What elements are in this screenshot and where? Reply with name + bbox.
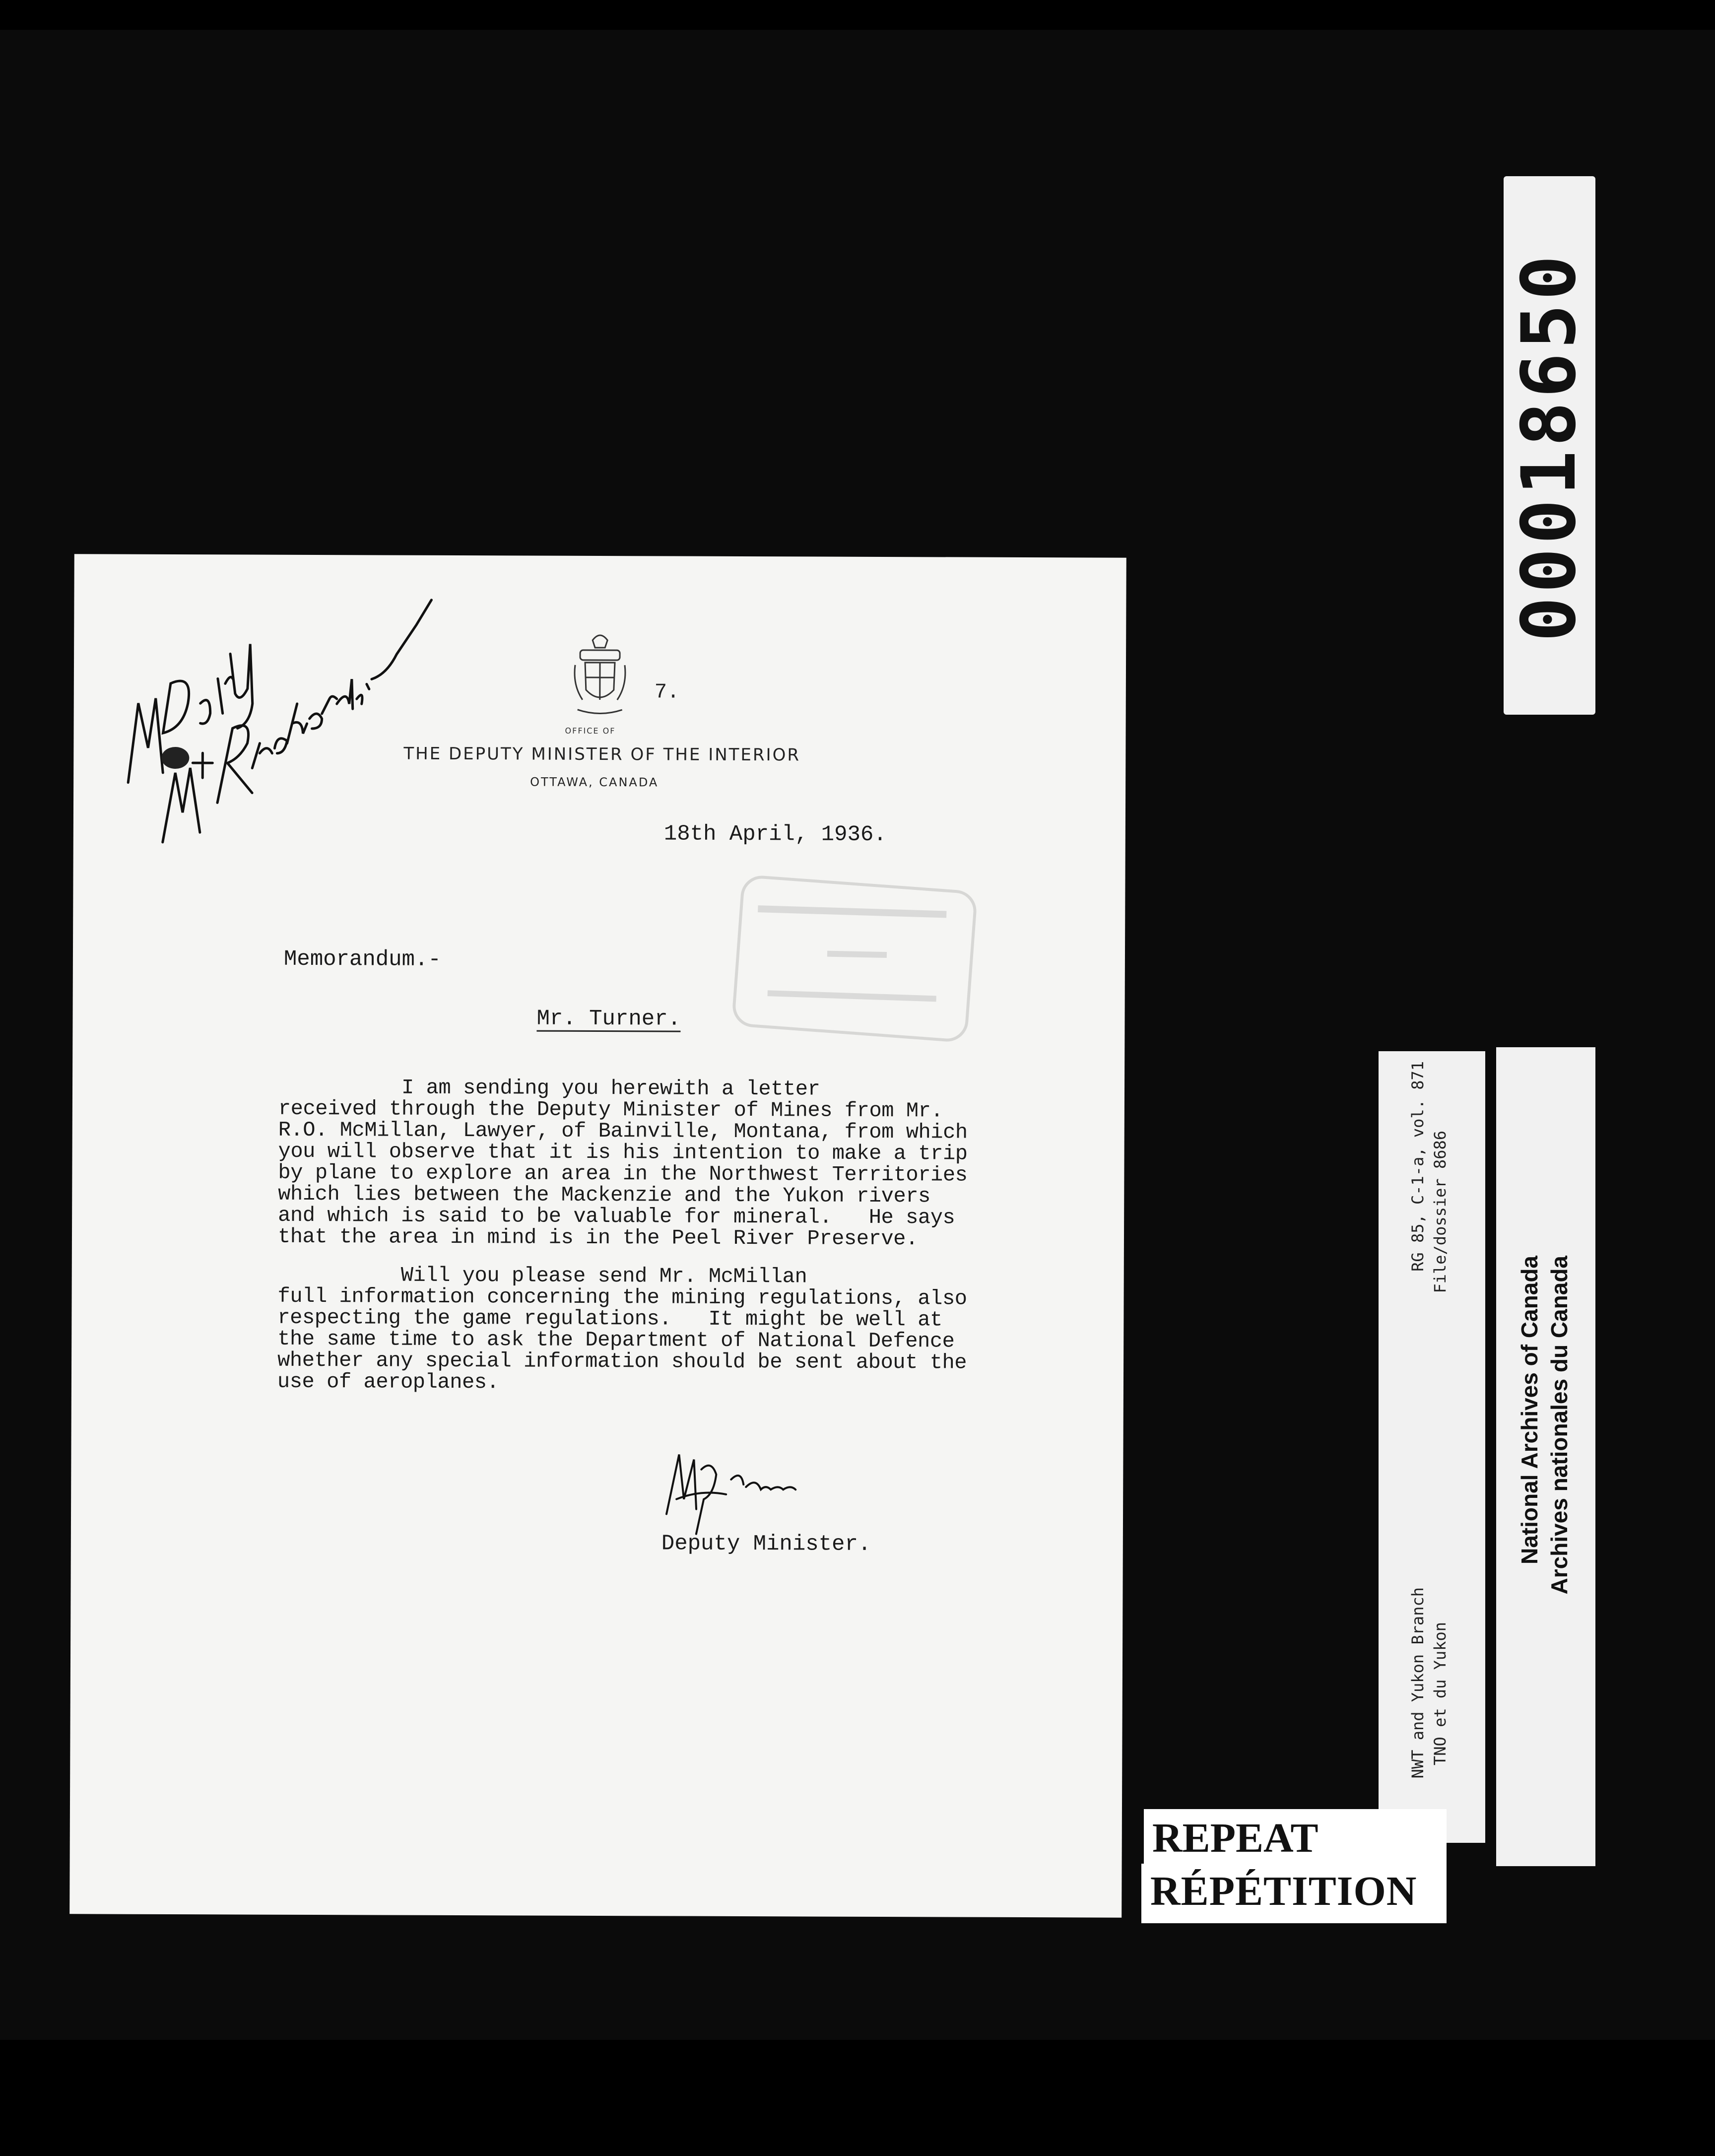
reel-number: 00018650 xyxy=(1506,251,1592,642)
coat-of-arms-icon xyxy=(570,630,630,720)
handwritten-signature xyxy=(657,1439,856,1539)
branch-line-1: NWT and Yukon Branch xyxy=(1408,1587,1427,1779)
branch-line-2: TNO et du Yukon xyxy=(1431,1622,1450,1765)
archive-reference-strip xyxy=(1379,1051,1485,1843)
body-paragraph-2: Will you please send Mr. McMillan full information concerning the mining regulations, also respecting the game regulations. It might be well at the same time to ask the Department of National Defence whether any special information should be sent about the use of aeroplanes. xyxy=(277,1263,967,1395)
archive-name-fr: Archives nationales du Canada xyxy=(1546,1256,1572,1595)
film-top-border xyxy=(0,0,1715,30)
faded-received-stamp xyxy=(727,874,986,1044)
rg-reference-line-2: File/dossier 8686 xyxy=(1431,1131,1450,1293)
department-city: OTTAWA, CANADA xyxy=(530,775,659,790)
reel-number-strip xyxy=(1504,176,1595,715)
letter-sheet xyxy=(69,554,1126,1917)
rg-reference-line-1: RG 85, C-1-a, vol. 871 xyxy=(1408,1061,1427,1272)
archive-name-strip xyxy=(1496,1047,1595,1866)
handwritten-annotation xyxy=(88,554,457,873)
office-of-label: OFFICE OF xyxy=(565,726,616,736)
crest-suffix-mark: 7. xyxy=(654,680,680,704)
letter-date: 18th April, 1936. xyxy=(663,821,887,848)
archive-name-en: National Archives of Canada xyxy=(1517,1256,1542,1565)
repeat-label-fr: RÉPÉTITION xyxy=(1150,1868,1417,1914)
memorandum-label: Memorandum.- xyxy=(283,946,441,972)
film-bottom-border xyxy=(0,2040,1715,2156)
signatory-title: Deputy Minister. xyxy=(661,1531,871,1557)
repeat-label-en: REPEAT xyxy=(1152,1815,1319,1861)
department-name: THE DEPUTY MINISTER OF THE INTERIOR xyxy=(403,743,801,765)
body-paragraph-1: I am sending you herewith a letter received through the Deputy Minister of Mines from Mr. R.O. McMillan, Lawyer, of Bainville, Montana, from which you will observe that it is his intention to make a trip by plane to explore an area in the Northwest Territories which lies between the Mackenzie and the Yukon rivers and which is said to be valuable for mineral. He says that the area in mind is in the Peel River Preserve. xyxy=(277,1075,968,1251)
addressee: Mr. Turner. xyxy=(536,1006,681,1032)
